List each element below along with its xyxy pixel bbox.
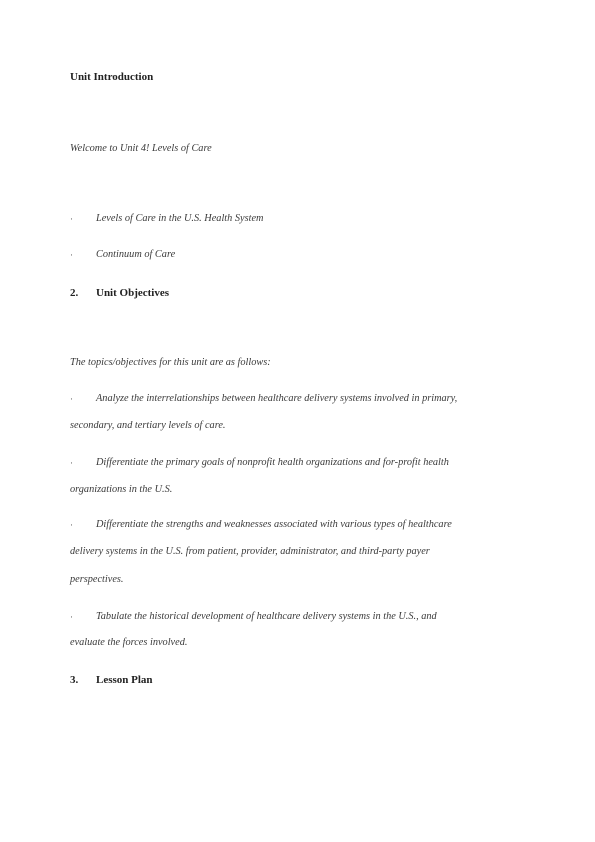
section-title: Unit Objectives: [96, 287, 170, 299]
section-number: 2.: [70, 287, 79, 299]
list-item-text: Tabulate the historical development of healthcare delivery systems in the U.S., and: [96, 611, 437, 622]
bullet-marker: ·: [70, 612, 73, 622]
bullet-marker: ·: [70, 394, 73, 404]
section-heading-unit-introduction: Unit Introduction: [70, 71, 154, 83]
bullet-marker: ·: [70, 214, 73, 224]
section-number: 3.: [70, 674, 79, 686]
list-item-text: Levels of Care in the U.S. Health System: [96, 213, 264, 224]
list-item-text: delivery systems in the U.S. from patient, provider, administrator, and third-party payer: [70, 546, 430, 557]
list-item-text: secondary, and tertiary levels of care.: [70, 420, 226, 431]
list-item-text: Continuum of Care: [96, 249, 176, 260]
list-item-text: organizations in the U.S.: [70, 484, 173, 495]
bullet-marker: ·: [70, 520, 73, 530]
section-title: Lesson Plan: [96, 674, 153, 686]
welcome-text: Welcome to Unit 4! Levels of Care: [70, 143, 212, 154]
list-item-text: Differentiate the primary goals of nonprofit health organizations and for-profit health: [96, 457, 449, 468]
list-item-text: perspectives.: [70, 574, 124, 585]
list-item-text: evaluate the forces involved.: [70, 637, 188, 648]
bullet-marker: ·: [70, 458, 73, 468]
objectives-intro-text: The topics/objectives for this unit are as follows:: [70, 357, 271, 368]
bullet-marker: ·: [70, 250, 73, 260]
list-item-text: Analyze the interrelationships between healthcare delivery systems involved in primary,: [96, 393, 458, 404]
list-item-text: Differentiate the strengths and weaknesses associated with various types of healthcare: [96, 519, 452, 530]
